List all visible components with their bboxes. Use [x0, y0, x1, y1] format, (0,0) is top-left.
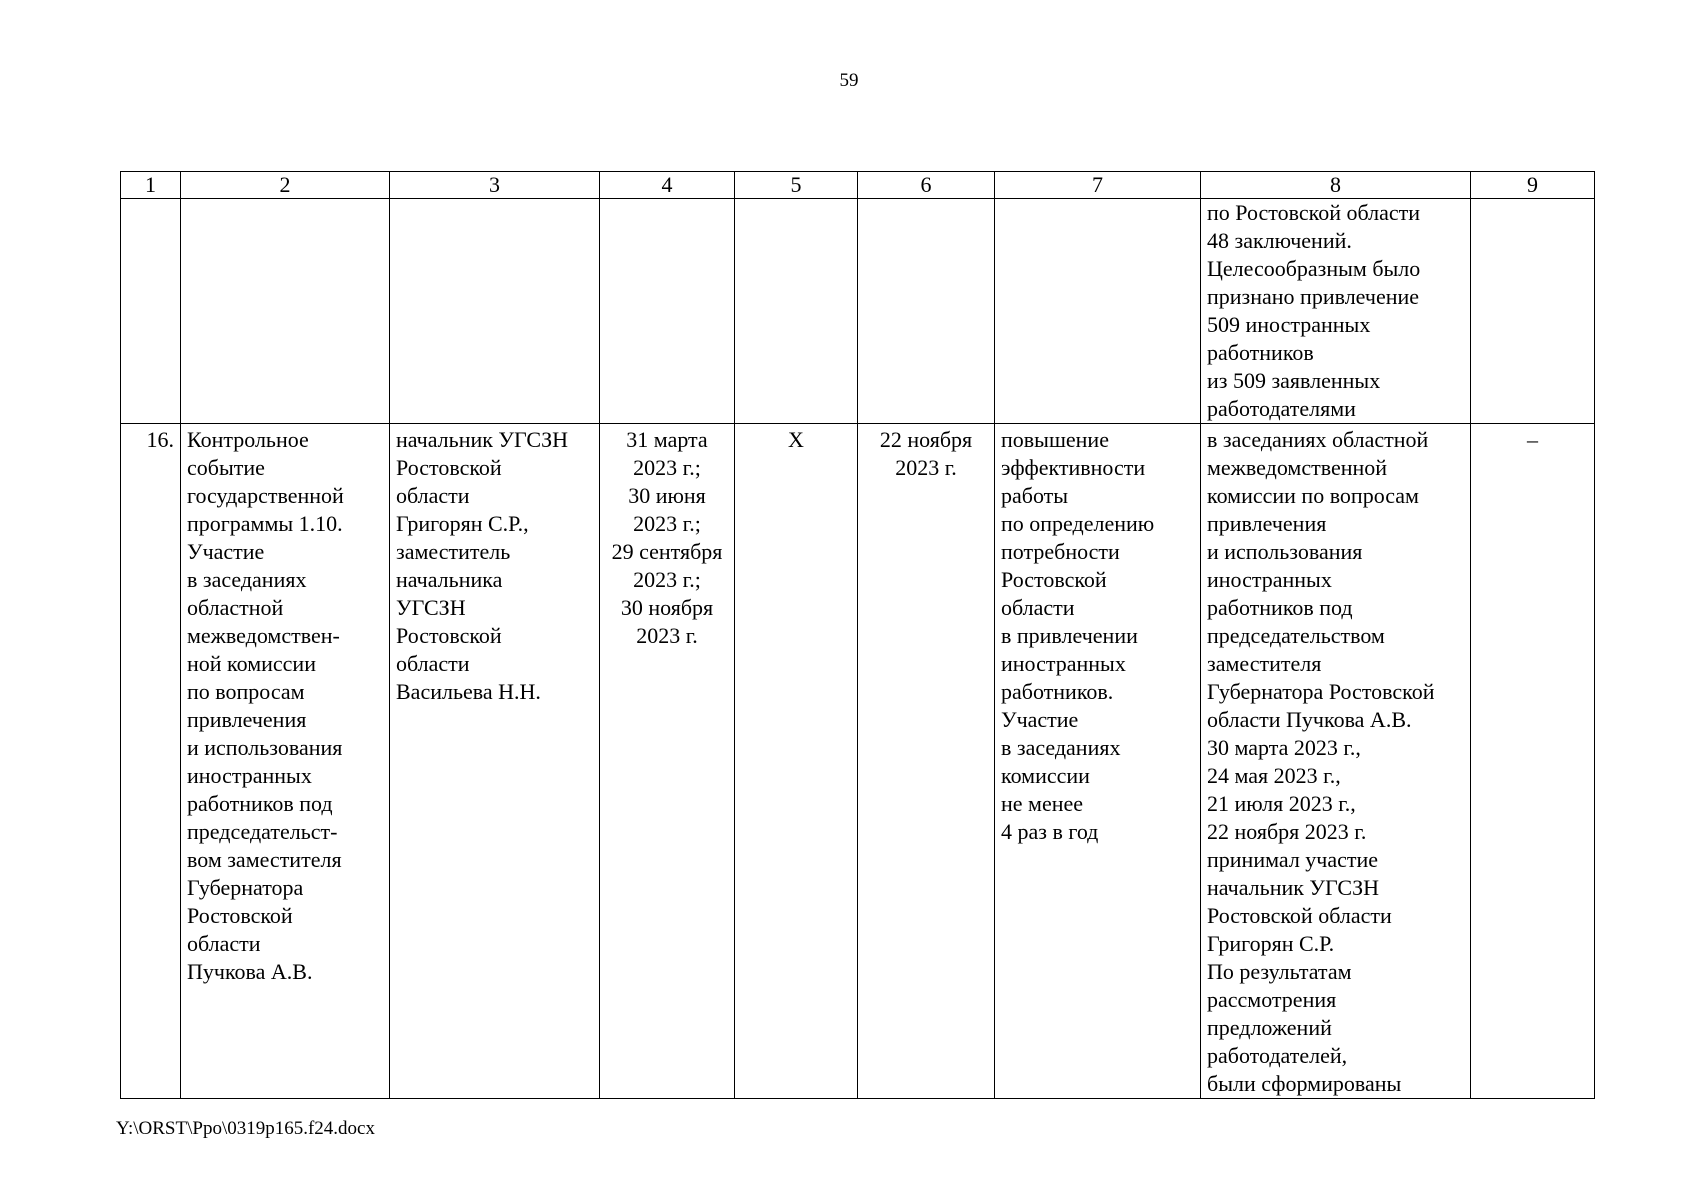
report-table — [120, 171, 1595, 1099]
column-header-4: 4 — [600, 172, 735, 199]
responsible-persons: начальник УГСЗН Ростовской области Григорян С.Р., заместитель начальника УГСЗН Ростовской области Васильева Н.Н. — [396, 427, 569, 704]
planned-dates: 31 марта 2023 г.; 30 июня 2023 г.; 29 сентября 2023 г.; 30 ноября 2023 г. — [611, 427, 723, 648]
continued-result-text: по Ростовской области 48 заключений. Целесообразным было признано привлечение 509 иностранных работников из 509 заявленных работодателями — [1207, 200, 1421, 421]
column-header-6: 6 — [858, 172, 995, 199]
page-number: 59 — [839, 70, 859, 91]
col5-cell — [735, 424, 858, 1099]
footer-file-path: Y:\ORST\Ppo\0319p165.f24.docx — [116, 1118, 375, 1139]
column-header-8: 8 — [1201, 172, 1471, 199]
table-cell — [1201, 199, 1471, 424]
expected-result-cell — [995, 424, 1201, 1099]
table-row-continuation — [121, 199, 1595, 424]
table-cell — [1471, 199, 1595, 424]
planned-dates-cell — [600, 424, 735, 1099]
column-header-1: 1 — [121, 172, 181, 199]
table-cell — [735, 199, 858, 424]
table-cell — [600, 199, 735, 424]
column-header-7: 7 — [995, 172, 1201, 199]
table-cell — [390, 199, 600, 424]
col9-mark: – — [1527, 427, 1538, 452]
col9-cell — [1471, 424, 1595, 1099]
row-number: 16. — [146, 427, 174, 452]
table-header-row — [121, 172, 1595, 199]
responsible-cell — [390, 424, 600, 1099]
actual-date-cell — [858, 424, 995, 1099]
actual-result-cell — [1201, 424, 1471, 1099]
row-number-cell — [121, 424, 181, 1099]
table-row-16 — [121, 424, 1595, 1099]
event-cell — [181, 424, 390, 1099]
expected-result: повышение эффективности работы по определению потребности Ростовской области в привлечении иностранных работников. Участие в заседаниях комиссии не менее 4 раз в год — [1001, 427, 1155, 844]
table-cell — [121, 199, 181, 424]
column-header-3: 3 — [390, 172, 600, 199]
event-name: Контрольное событие государственной программы 1.10. Участие в заседаниях областной межведомствен- ной комиссии по вопросам привлечения и использования иностранных работников под председательст- вом заместителя Губернатора Ростовской области Пучкова А.В. — [187, 427, 344, 984]
col5-mark: Х — [788, 427, 804, 452]
table-cell — [858, 199, 995, 424]
table-cell — [181, 199, 390, 424]
actual-result: в заседаниях областной межведомственной комиссии по вопросам привлечения и использования иностранных работников под председательством заместителя Губернатора Ростовской области Пучкова А.В. 30 марта 2023 г., 24 мая 2023 г., 21 июля 2023 г., 22 ноября 2023 г. принимал участие начальник УГСЗН Ростовской области Григорян С.Р. По результатам рассмотрения предложений работодателей, были сформированы — [1207, 427, 1435, 1096]
actual-date: 22 ноября 2023 г. — [879, 427, 973, 480]
table-cell — [995, 199, 1201, 424]
column-header-5: 5 — [735, 172, 858, 199]
column-header-2: 2 — [181, 172, 390, 199]
column-header-9: 9 — [1471, 172, 1595, 199]
